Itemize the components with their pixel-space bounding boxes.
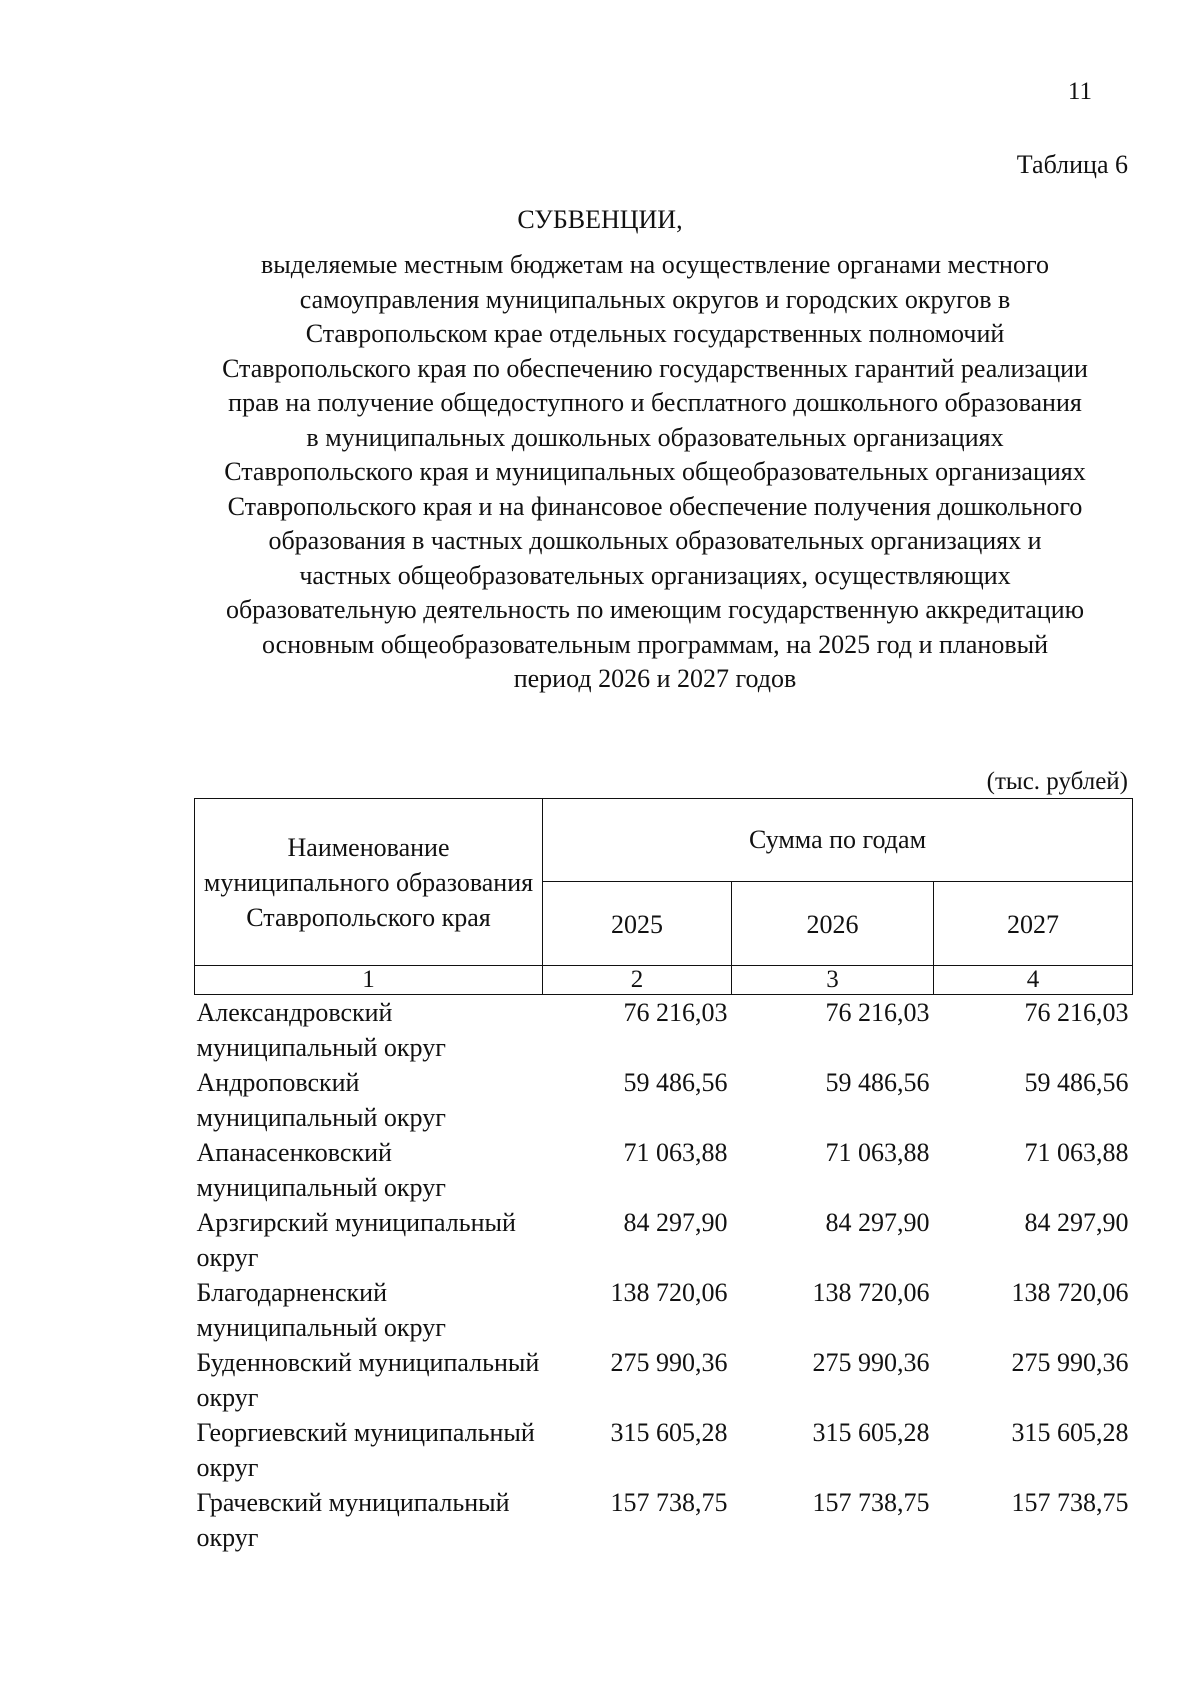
value-2025: 59 486,56: [623, 1068, 728, 1097]
subtitle-line: частных общеобразовательных организациях, осуществляющих: [299, 560, 1011, 590]
table-row: [195, 1415, 1133, 1485]
subtitle-line: Ставропольского края и на финансовое обеспечение получения дошкольного: [227, 491, 1083, 521]
subtitle-line: прав на получение общедоступного и бесплатного дошкольного образования: [228, 388, 1082, 417]
subtitle-line: самоуправления муниципальных округов и городских округов в: [299, 284, 1011, 314]
table-row: [195, 1345, 1133, 1415]
table-label: Таблица 6: [1016, 150, 1128, 179]
header-year-2027: 2027: [934, 882, 1133, 966]
municipality-name: Арзгирский муниципальный округ: [196, 1208, 516, 1272]
value-2025: 157 738,75: [610, 1488, 728, 1517]
value-2027: 71 063,88: [1024, 1138, 1129, 1167]
document-title: СУБВЕНЦИИ,: [517, 205, 683, 234]
municipality-name: Буденновский муниципальный округ: [196, 1348, 540, 1412]
value-2026: 71 063,88: [825, 1138, 930, 1167]
value-2026: 84 297,90: [825, 1208, 930, 1237]
page-number: 11: [1067, 78, 1092, 105]
subtitle-line: образования в частных дошкольных образовательных организациях и: [268, 526, 1042, 555]
value-2025: 71 063,88: [623, 1138, 728, 1167]
municipality-name: Андроповский муниципальный округ: [196, 1068, 446, 1132]
value-2027: 59 486,56: [1024, 1068, 1129, 1097]
subtitle-line: Ставропольского края и муниципальных общеобразовательных организациях: [224, 457, 1086, 486]
column-number: 1: [195, 966, 543, 995]
document-subtitle: [190, 248, 1120, 697]
subtitle-line: Ставропольского края по обеспечению государственных гарантий реализации: [222, 353, 1088, 383]
table-row: [195, 1065, 1133, 1135]
value-2026: 157 738,75: [812, 1488, 930, 1517]
subtitle-line: в муниципальных дошкольных образовательных организациях: [306, 422, 1004, 452]
municipality-name: Грачевский муниципальный округ: [196, 1488, 510, 1552]
municipality-name: Георгиевский муниципальный округ: [196, 1418, 535, 1482]
value-2027: 138 720,06: [1011, 1278, 1129, 1307]
subtitle-line: Ставропольском крае отдельных государственных полномочий: [305, 319, 1005, 348]
value-2026: 76 216,03: [825, 998, 930, 1027]
table-row: [195, 1135, 1133, 1205]
municipality-name: Благодарненский муниципальный округ: [196, 1278, 446, 1342]
value-2026: 138 720,06: [812, 1278, 930, 1307]
header-municipality-name: Наименование муниципального образования Ставропольского края: [195, 799, 543, 966]
table-row: [195, 1275, 1133, 1345]
municipality-name: Александровский муниципальный округ: [196, 998, 446, 1062]
column-number: 2: [543, 966, 732, 995]
value-2027: 76 216,03: [1024, 998, 1129, 1027]
value-2026: 315 605,28: [812, 1418, 930, 1447]
value-2026: 275 990,36: [812, 1348, 930, 1377]
column-number: 4: [934, 966, 1133, 995]
value-2025: 275 990,36: [610, 1348, 728, 1377]
column-number: 3: [732, 966, 934, 995]
value-2025: 315 605,28: [610, 1418, 728, 1447]
value-2027: 275 990,36: [1011, 1348, 1129, 1377]
value-2025: 76 216,03: [623, 998, 728, 1027]
table-row: [195, 1205, 1133, 1275]
header-sum-by-years: Сумма по годам: [543, 799, 1133, 882]
header-year-2025: 2025: [543, 882, 732, 966]
subtitle-line: период 2026 и 2027 годов: [513, 664, 797, 693]
value-2025: 138 720,06: [610, 1278, 728, 1307]
subtitle-line: образовательную деятельность по имеющим государственную аккредитацию: [225, 595, 1085, 624]
table-row: [195, 995, 1133, 1066]
municipality-name: Апанасенковский муниципальный округ: [196, 1138, 446, 1202]
table-row: [195, 1485, 1133, 1555]
subventions-table: [194, 798, 1133, 1555]
value-2027: 315 605,28: [1011, 1418, 1129, 1447]
header-year-2026: 2026: [732, 882, 934, 966]
value-2025: 84 297,90: [623, 1208, 728, 1237]
units-label: (тыс. рублей): [986, 768, 1128, 795]
subtitle-line: выделяемые местным бюджетам на осуществление органами местного: [261, 250, 1049, 279]
value-2027: 84 297,90: [1024, 1208, 1129, 1237]
value-2026: 59 486,56: [825, 1068, 930, 1097]
value-2027: 157 738,75: [1011, 1488, 1129, 1517]
subtitle-line: основным общеобразовательным программам, на 2025 год и плановый: [262, 629, 1048, 659]
